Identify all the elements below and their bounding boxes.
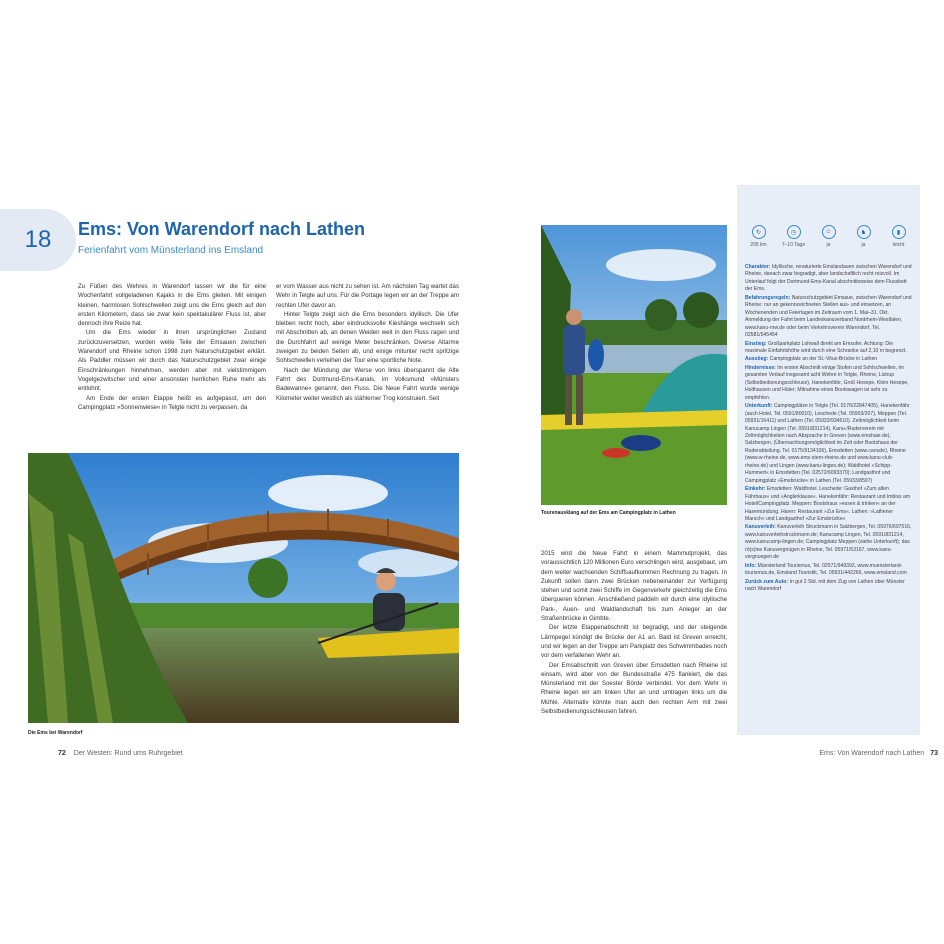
caption-camp: Tourenausklang auf der Ems am Campingplatz in Lathen bbox=[541, 510, 676, 516]
fact-value: In gut 2 Std. mit dem Zug von Lathen über Münster nach Warendorf bbox=[745, 578, 905, 593]
icon-cell-difficulty bbox=[882, 225, 915, 248]
icon-cell-distance bbox=[742, 225, 775, 248]
page-subtitle: Ferienfahrt vom Münsterland ins Emsland bbox=[78, 245, 264, 256]
running-head-left: Der Westen: Rund ums Ruhrgebiet bbox=[73, 750, 183, 757]
paragraph: 2015 wird die Neue Fahrt in einem Mammutprojekt, das voraussichtlich 120 Millionen Euro verschlingen wird, ausgebaut, um dem weiter wachsenden Schiffsaufkommen Rechnung zu tragen. In Zukunft sollen dann zwei Brücken nebeneinander zur Verfügung stehen und somit zwei Schiffe im Gegenverkehr gleichzeitig die Ems überqueren können. Anschließend paddeln wir durch eine idyllische Park-, Auen- und Waldlandschaft bis zum Anleger an der Straßenbrücke in Gimbte. bbox=[541, 550, 727, 623]
duration-label: 7–10 Tage bbox=[781, 242, 806, 248]
footer-right bbox=[819, 750, 938, 757]
fact-charakter bbox=[745, 264, 912, 294]
fact-unterkunft bbox=[745, 403, 912, 485]
fact-value: Emsdetten: Waldhotel. Leschede: Gasthof »Zum alten Fährhaus« und »Anglerklause«. Hanekenfähr: Restaurant und Imbiss am Hotel/Campingplatz. Meppen: Bootshaus »essen & trinken« an der Hasemündung. Haren: Restaurant »Zur Ems«. Lathen: »Lathener Marsch« und Landgasthof »Zur Emsbrücke« bbox=[745, 486, 911, 522]
text-column-1 bbox=[78, 282, 266, 412]
fact-key: Info: bbox=[745, 562, 757, 569]
paragraph: Nach der Mündung der Werse von links überspannt die Alte Fahrt des Dortmund-Ems-Kanals, im Volksmund »Münsters Badewanne« genannt, den Fluss. Die Neue Fahrt wurde wenige Kilometer weiter westlich als stählerner Trog konstruiert. Seit bbox=[276, 366, 459, 402]
text-column-3 bbox=[541, 549, 727, 716]
dog-icon: ♞ bbox=[857, 225, 871, 239]
tour-icons-row bbox=[737, 185, 920, 248]
caption-bridge: Die Ems bei Warendorf bbox=[28, 730, 83, 736]
paragraph: er vom Wasser aus nicht zu sehen ist. Am nächsten Tag wartet das Wehr in Telgte auf uns. Für die Portage legen wir an der Treppe am rechten Ufer davor an. bbox=[276, 283, 459, 309]
fact-value: Idyllische, renaturierte Emslandauen zwischen Warendorf und Rheine, danach zwar begradigt, aber landschaftlich recht reizvoll. Im Unterlauf folgt der Dortmund-Ems-Kanal abschnittsweise dem Flussbett der Ems. bbox=[745, 264, 912, 293]
distance-label: 205 km bbox=[750, 242, 767, 248]
fact-key: Charakter: bbox=[745, 264, 771, 270]
tour-number-badge bbox=[0, 209, 76, 271]
icon-cell-duration bbox=[777, 225, 810, 248]
photo-camp-lathen bbox=[541, 225, 727, 505]
paragraph: Der letzte Etappenabschnitt ist begradigt, und der steigende Lärmpegel kündigt die Brücke der A1 an. Bald ist Greven erreicht, und wir legen an der Treppe am Parkplatz des Schwimmbades noch vor dem verfallenen Wehr an. bbox=[541, 624, 727, 660]
fact-key: Unterkunft: bbox=[745, 403, 773, 410]
paragraph: Zu Füßen des Wehres in Warendorf lassen wir die für eine Wochenfahrt vollgeladenen Kajaks in die Ems gleiten. Mit einigen kleinen, harmlosen Sohlschwellen zeigt uns die Ems gleich auf den ersten Kilometern, dass sie zwar kein spektakulärer Fluss ist, aber dennoch ihre Reize hat. bbox=[78, 283, 266, 328]
fact-key: Befahrungsregeln: bbox=[745, 294, 791, 301]
paragraph: Um die Ems wieder in ihren ursprünglichen Zustand zurückzuversetzen, wurden weite Teile der Emsauen zwischen Warendorf und Rheine schon 1998 zum Naturschutzgebiet erklärt. Als Paddler müssen wir durch das Naturschutzgebiet zwar einige Einschränkungen hinnehmen, werden aber mit vielstimmigem Vogelgezwitscher und einer ansonsten herrlichen Ruhe mehr als entlohnt. bbox=[78, 329, 266, 393]
footer-left bbox=[58, 750, 183, 757]
fact-info bbox=[745, 563, 912, 578]
distance-icon: ↻ bbox=[752, 225, 766, 239]
family-icon: ☺ bbox=[822, 225, 836, 239]
fact-value: Großparkplatz Lohwall direkt am Emsufer. Achtung: Die maximale Einfahrtshöhe wird durch eine Schranke auf 2,10 m begrenzt. bbox=[745, 340, 907, 354]
difficulty-label: leicht bbox=[892, 242, 905, 248]
fact-value: Im ersten Abschnitt einige Stufen und Sohlschwellen, im gesamten Verlauf insgesamt acht Wehre in Telgte, Rheine, Listrup (Selbstbedienungsschleuse), Hanekenfähr, Groß Hesepe, Klein Hesepe, Holthausen und Hüter; Mitnahme eines Bootswagen ist sehr zu empfehlen. bbox=[745, 364, 909, 401]
icon-cell-dog bbox=[847, 225, 880, 248]
tour-number: 18 bbox=[24, 226, 52, 253]
fact-kanuverleih bbox=[745, 524, 912, 561]
text-column-2 bbox=[276, 282, 459, 403]
fact-value: Campingplatz an der St.-Vitus-Brücke in Lathen bbox=[769, 356, 878, 363]
fact-key: Hindernisse: bbox=[745, 364, 776, 371]
fact-einstieg bbox=[745, 341, 912, 356]
paragraph: Der Emsabschnitt von Greven über Emsdetten nach Rheine ist einsam, wird aber von der Bundesstraße 475 flankiert, die das Münsterland mit der Soester Börde verbindet. Vor dem Wehr in Rheine legen wir am linken Ufer an und umtragen links um die Mühle. Alternativ könnte man auch den rechten Arm mit zwei Selbstbedienungsschleusen fahren. bbox=[541, 661, 727, 716]
tour-info-sidebar bbox=[737, 185, 920, 735]
fact-value: Naturschutzgebiet Emsaue, zwischen Warendorf und Rheine: nur an gekennzeichneten Stellen aus- und einsetzen, an Wochenenden und Feiertagen im Zeitraum vom 1. Mai–31. Okt. Anmeldung der Fahrt beim Landeskanuverband Nordrhein-Westfalen, www.kanu-nrw.de oder beim Verkehrsverein Warendorf, Tel. 02581/545454 bbox=[745, 294, 912, 339]
page-number-right: 73 bbox=[930, 750, 938, 757]
page-title: Ems: Von Warendorf nach Lathen bbox=[78, 219, 366, 239]
family-label: ja bbox=[826, 242, 831, 248]
page-number-left: 72 bbox=[58, 750, 66, 757]
duration-icon: ◷ bbox=[787, 225, 801, 239]
fact-befahrungsregeln bbox=[745, 295, 912, 340]
paragraph: Hinter Telgte zeigt sich die Ems besonders idyllisch. Die Ufer bleiben recht hoch, aber eindrucksvolle Kieshänge wechseln sich mit Abschnitten ab, an denen Weiden weit in den Fluss ragen und die Durchfahrt auf wenige Meter beschränken. Diverse Altarme zweigen zu beiden Seiten ab, und einige mitunter recht spritzige Sohlschwellen verleihen der Tour eine sportliche Note. bbox=[276, 310, 459, 365]
fact-key: Ausstieg: bbox=[745, 356, 769, 363]
icon-cell-family bbox=[812, 225, 845, 248]
dog-label: ja bbox=[861, 242, 866, 248]
paragraph: Am Ende der ersten Etappe heißt es aufgepasst, um den Campingplatz »Sonnenwiese« in Telgte nicht zu verpassen, da bbox=[78, 394, 266, 411]
fact-key: Zurück zum Auto: bbox=[745, 578, 789, 585]
fact-key: Einkehr: bbox=[745, 486, 766, 493]
fact-value: Münsterland Tourismus, Tel. 02571/949392, www.muensterland-tourismus.de, Emsland Touristik, Tel. 05931/442266, www.emsland.com bbox=[745, 562, 907, 577]
fact-hindernisse bbox=[745, 365, 912, 402]
fact-value: Campingplätze in Telgte (Tel. 0176/22847405), Hanekenfähr (auch Hotel, Tel. 0591/80010), Leschede (Tel. 05903/207), Meppen (Tel. 05931/16411) und Lathen (Tel. 05933/934510). Zeltmöglichkeit beim Kanucamp Lingen (Tel. 0591/831214), Kanu-/Ruderverein mit Zeltmöglichkeiten nach Absprache in Greven (www.emshaie.de), Salzbergen, (Übernachtungsmöglichkeit im Zelt oder Bootshaus der Ruderabteilung, Tel. 0175/9134106), Emsdetten (www.canude), Rheine (www.w-rheine.de, www.ems-stern-rheine.de und www.kanu-club-rheine.de) und Lingen (www.kanu-lingen.de); Waldhotel »Schipp-Hummert« in Emsdetten (Tel. 02572/6093370); Landgasthof und Campingplatz »Emsbrücke« in Lathen (Tel. 05933/8597) bbox=[745, 403, 910, 484]
tour-facts bbox=[737, 248, 920, 593]
fact-value: Kanuverleih Struckmann in Salzbergen, Tel. 05976/697516, www.kanuverleihstruckmann.de; Kanucamp Lingen, Tel. 0591/831214, www.kanucamp-lingen.de; Campingplatz Meppen (siehe Unterkunft); das rö(s)ine Kanuvergnügen in Rheine, Tel. 05971/53167, www.kanu-vergnuegen.de bbox=[745, 524, 912, 561]
fact-key: Kanuverleih: bbox=[745, 524, 776, 531]
running-head-right: Ems: Von Warendorf nach Lathen bbox=[819, 750, 925, 757]
photo-bridge-kayaker bbox=[28, 453, 459, 723]
fact-einkehr bbox=[745, 486, 912, 523]
fact-key: Einstieg: bbox=[745, 340, 767, 347]
fact-zurueck bbox=[745, 579, 912, 594]
fact-ausstieg bbox=[745, 356, 912, 363]
difficulty-icon: ▮ bbox=[892, 225, 906, 239]
